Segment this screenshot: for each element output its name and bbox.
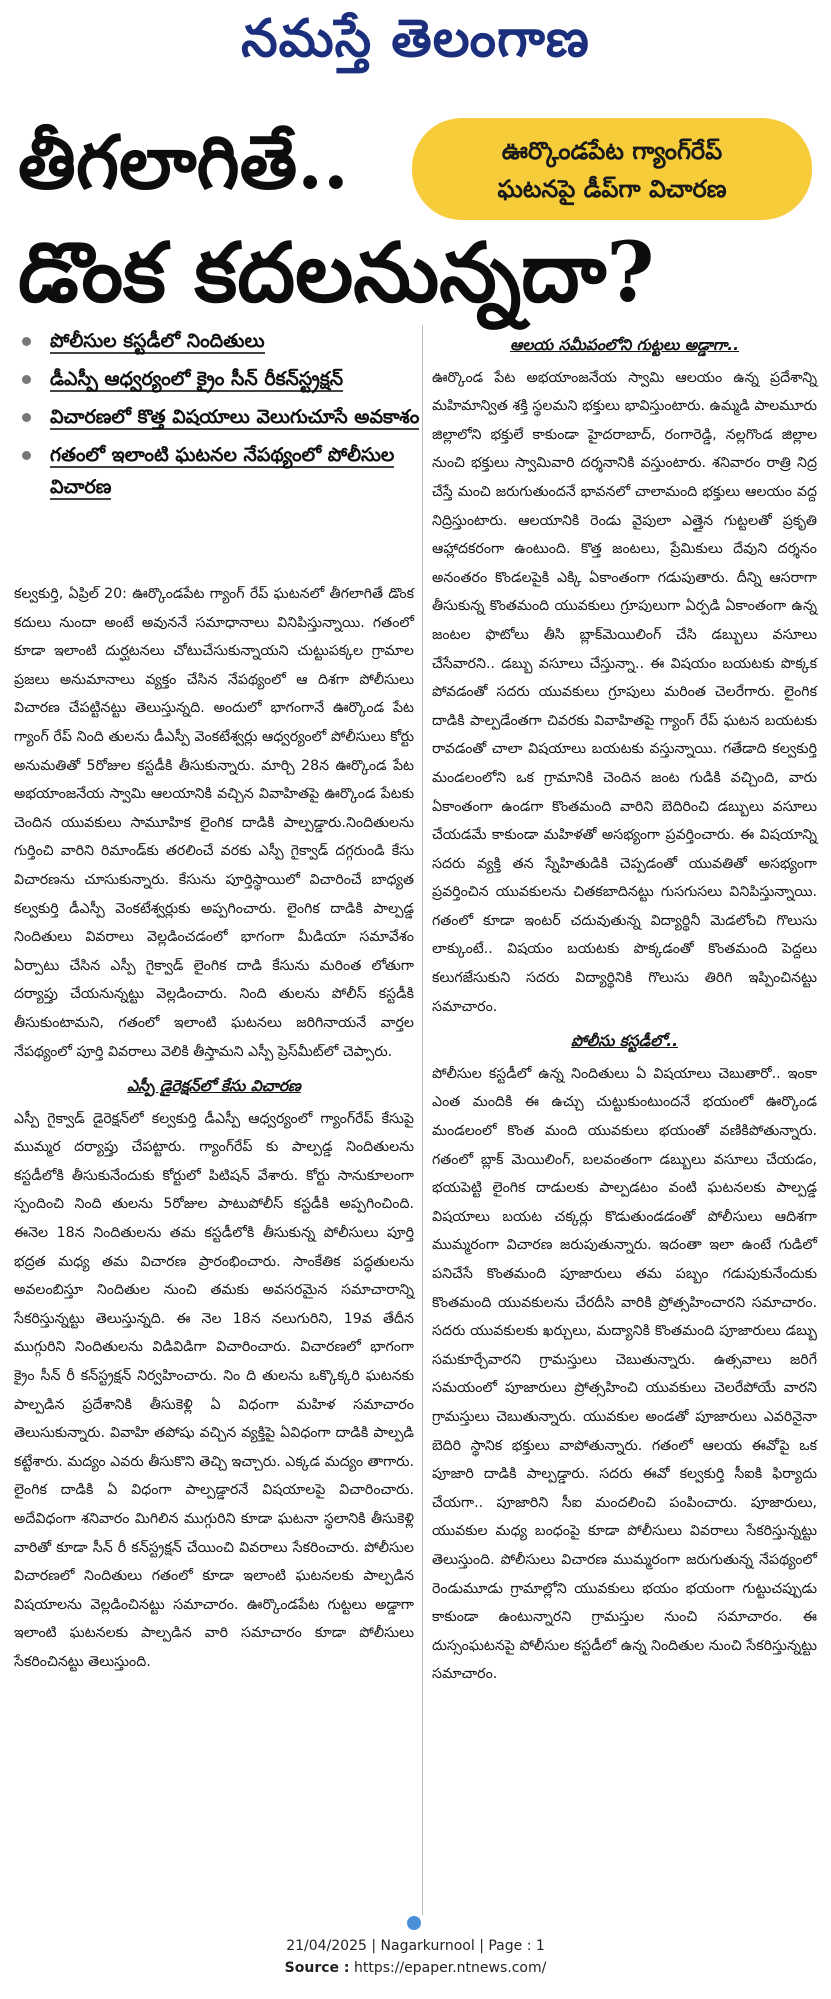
page-marker-icon	[407, 1916, 421, 1930]
bullet-text: డీఎస్పీ ఆధ్వర్యంలో క్రైం సీన్ రీకన్‌స్ట్రక్షన్	[50, 368, 344, 390]
bullet-dot-icon	[22, 451, 31, 460]
bullet-item	[14, 325, 424, 357]
section-subhead: పోలీసు కస్టడీలో..	[571, 1032, 678, 1051]
bullet-list	[14, 325, 424, 509]
bullet-item	[14, 439, 424, 503]
bullet-dot-icon	[22, 337, 31, 346]
headline-line1: తీగలాగితే..	[18, 120, 349, 206]
article-paragraph: పోలీసుల కస్టడీలో ఉన్న నిందితులు ఏ విషయాలు చెబుతారో.. ఇంకా ఎంత మందికి ఈ ఉచ్చు చుట్టుకుంటుందనే భయంలో ఊర్కొండ మండలంలో కొంత మంది యువకులు భయంతో వణికిపోతున్నారు. గతంలో బ్లాక్ మెయిలింగ్, బలవంతంగా డబ్బులు వసూలు చేయడం, భయపెట్టి లైంగిక దాడులకు పాల్పడటం వంటి ఘటనలకు పాల్పడ్డ విషయాలు బయట చక్కర్లు కొడుతుండడంతో పోలీసులు ఆదిశగా ముమ్మరంగా విచారణ జరుపుతున్నారు. ఇదంతా ఇలా ఉంటే గుడిలో పనిచేసే కొంతమంది పూజారులు తమ పబ్బం గడుపుకునేందుకు కొంతమంది యువకులను చేరదీసి వారికి ప్రోత్సహించారని సమాచారం. సదరు యువకులకు ఖర్చులు, మద్యానికి కొంతమంది పూజారులు డబ్బు సమకూర్చేవారని గ్రామస్తులు చెబుతున్నారు. ఉత్సవాలు జరిగే సమయంలో పూజారులు ప్రోత్సహించి యువకులు చెలరేపోయే వారని గ్రామస్తులు చెబుతున్నారు. యువకుల అండతో పూజారులు ఎవరినైనా బెదిరి స్థానిక భక్తులు వాపోతున్నారు. గతంలో ఆలయ ఈవోపై ఒక పూజారి దాడికి పాల్పడ్డారు. సదరు ఈవో కల్వకుర్తి సీఐకి ఫిర్యాదు చేయగా.. పూజారిని సీఐ మందలించి పంపించారు. పూజారులు, యువకుల మధ్య బంధంపై కూడా పోలీసులు వివరాలు సేకరిస్తున్నట్టు తెలుస్తుంది. పోలీసులు విచారణ ముమ్మరంగా జరుగుతున్న నేపథ్యంలో రెండుమూడు గ్రామాల్లోని యువకులు భయం భయంగా గుట్టుచప్పుడు కాకుండా ఉంటున్నారని గ్రామస్తుల నుంచి సమాచారం. ఈ దుస్సంఘటనపై పోలీసుల కస్టడీలో ఉన్న నిందితుల నుంచి సేకరిస్తున్నట్టు సమాచారం.	[432, 1065, 817, 1683]
article-paragraph: ఊర్కొండ పేట అభయాంజనేయ స్వామి ఆలయం ఉన్న ప్రదేశాన్ని మహిమాన్విత శక్తి స్థలమని భక్తులు భావిస్తుంటారు. ఉమ్మడి పాలమూరు జిల్లాలోని భక్తులే కాకుండా హైదరాబాద్, రంగారెడ్డి, నల్లగొండ జిల్లాల నుంచి భక్తులు స్వామివారి దర్శనానికి వస్తుంటారు. శనివారం రాత్రి నిద్ర చేస్తే మంచి జరుగుతుందనే భావనలో చాలామంది భక్తులు ఆలయం వద్ద నిద్రిస్తుంటారు. ఆలయానికి రెండు వైపులా ఎత్తైన గుట్టలతో ప్రకృతి ఆహ్లాదకరంగా ఉంటుంది. కొత్త జంటలు, ప్రేమికులు దేవుని దర్శనం అనంతరం కొండలపైకి ఎక్కి ఏకాంతంగా గడుపుతారు. దీన్ని ఆసరాగా తీసుకున్న కొంతమంది యువకులు గ్రూపులుగా ఏర్పడి ఏకాంతంగా ఉన్న జంటల ఫొటోలు తీసి బ్లాక్‌మెయిలింగ్ చేసి డబ్బులు వసూలు చేసేవారని.. డబ్బు వసూలు చేస్తున్నా.. ఈ విషయం బయటకు పొక్కక పోవడంతో సదరు యువకులు గ్రూపులు మరింత చెలరేగారు. లైంగిక దాడికి పాల్పడేంతగా చివరకు వివాహితపై గ్యాంగ్ రేప్ ఘటన బయటకు రావడంతో చాలా విషయాలు బయటకు వస్తున్నాయి. గతేడాది కల్వకుర్తి మండలంలోని ఒక గ్రామానికి చెందిన జంట గుడికి వచ్చింది, వారు ఏకాంతంగా ఉండగా కొంతమంది వారిని బెదిరించి డబ్బులు వసూలు చేయడమే కాకుండా మహిళతో అసభ్యంగా ప్రవర్తించారు. ఈ విషయాన్ని సదరు వ్యక్తి తన స్నేహితుడికి చెప్పడంతో యువతితో అసభ్యంగా ప్రవర్తించిన యువకులను చితకబాదినట్టు గుసగుసలు వినిపిస్తున్నాయి. గతంలో కూడా ఇంటర్ చదువుతున్న విద్యార్థినీ మెడలోంచి గొలుసు లాక్కుంటే.. విషయం బయటకు పొక్కడంతో కొంతమంది పెద్దలు కలుగజేసుకుని సదరు విద్యార్థినికి గొలుసు తిరిగి ఇప్పించినట్టు సమాచారం.	[432, 369, 817, 1015]
bullet-item	[14, 401, 424, 433]
left-column	[14, 580, 414, 1677]
footer	[0, 1935, 831, 1979]
masthead-logo: నమస్తే తెలంగాణ	[241, 8, 590, 69]
badge-line2: ఘటనపై డీప్‌గా విచారణ	[497, 175, 727, 203]
source-link[interactable]: https://epaper.ntnews.com/	[353, 1960, 547, 1976]
column-divider	[422, 325, 423, 1915]
headline-line2: డొంక కదలనున్నదా?	[18, 225, 655, 321]
bullet-dot-icon	[22, 413, 31, 422]
bullet-text: గతంలో ఇలాంటి ఘటనల నేపథ్యంలో పోలీసుల విచారణ	[50, 444, 395, 498]
bullet-item	[14, 363, 424, 395]
bullet-text: పోలీసుల కస్టడీలో నిందితులు	[50, 330, 265, 352]
right-column	[432, 325, 817, 1689]
source-label: Source :	[284, 1960, 350, 1976]
headline-badge	[412, 118, 812, 220]
bullet-text: విచారణలో కొత్త విషయాలు వెలుగుచూసే అవకాశం	[50, 406, 420, 428]
article-paragraph: ఎస్పీ గైక్వాడ్ డైరెక్షన్‌లో కల్వకుర్తి డీఎస్పీ ఆధ్వర్యంలో గ్యాంగ్‌రేప్ కేసుపై ముమ్మర దర్యాప్తు చేపట్టారు. గ్యాంగ్‌రేప్ కు పాల్పడ్డ నిందితులను కస్టడీలోకి తీసుకునేందుకు కోర్టులో పిటిషన్ వేశారు. కోర్టు సానుకూలంగా స్పందించి నింది తులను 5రోజుల పాటుపోలీస్ కస్టడీకి అప్పగించింది. ఈనెల 18న నిందితులను తమ కస్టడీలోకి తీసుకున్న పోలీసులు పూర్తి భద్రత మధ్య తమ విచారణ ప్రారంభించారు. సాంకేతిక పద్ధతులను అవలంబిస్తూ నిందితుల నుంచి తమకు అవసరమైన సమాచారాన్ని సేకరిస్తున్నట్టు తెలుస్తున్నది. ఈ నెల 18న నలుగురిని, 19వ తేదీన ముగ్గురిని నిందితులను విడివిడిగా విచారించారు. విచారణలో భాగంగా క్రైం సీన్ రీ కన్‌స్ట్రక్షన్ నిర్వహించారు. నిం ది తులను ఒక్కొక్కరి ఘటనకు పాల్పడిన ప్రదేశానికి తీసుకెళ్లి ఏ విధంగా మహిళ సమాచారం తెలుసుకున్నారు. వివాహి తపోషు వచ్చిన వ్యక్తిపై ఏవిధంగా దాడికి పాల్పడి కట్టేశారు. మద్యం ఎవరు తీసుకొని తెచ్చి ఇచ్చారు. ఎక్కడ మద్యం తాగారు. లైంగిక దాడికి ఏ విధంగా పాల్పడ్డారనే విషయాలపై విచారించారు. అదేవిధంగా శనివారం మిగిలిన ముగ్గురిని కూడా ఘటనా స్థలానికి తీసుకెళ్లి వారితో కూడా సీన్ రీ కన్‌స్ట్రక్షన్ చేయించి వివరాలు సేకరించారు. పోలీసుల విచారణలో నిందితులు గతంలో కూడా ఇలాంటి ఘటనలకు పాల్పడిన విషయాలను వెల్లడించినట్టు సమాచారం. ఊర్కొండపేట గుట్టలు అడ్డాగా ఇలాంటి ఘటనలకు పాల్పడిన వారి సమాచారం కూడా పోలీసులు సేకరించినట్టు తెలుస్తుంది.	[14, 1110, 414, 1670]
section-subhead: ఆలయ సమీపంలోని గుట్టలు అడ్డాగా..	[509, 336, 740, 354]
footer-dateline: 21/04/2025 | Nagarkurnool | Page : 1	[286, 1938, 545, 1954]
bullet-dot-icon	[22, 375, 31, 384]
footer-source	[0, 1957, 831, 1979]
section-subhead: ఎస్పీ డైరెక్షన్‌లో కేసు విచారణ	[127, 1077, 301, 1096]
article-paragraph: కల్వకుర్తి, ఏప్రిల్ 20: ఊర్కొండపేట గ్యాంగ్ రేప్ ఘటనలో తీగలాగితే డొంక కదులు నుందా అంటే అవుననే సమాధానాలు వినిపిస్తున్నాయి. గతంలో కూడా ఇలాంటి దుర్ఘటనలు చోటుచేసుకున్నాయని చుట్టుపక్కల గ్రామాల ప్రజలు అనుమానాలు వ్యక్తం చేసిన నేపథ్యంలో ఆ దిశగా పోలీసులు విచారణ చేపట్టినట్టు తెలుస్తున్నది. అందులో భాగంగానే ఊర్కొండ పేట గ్యాంగ్ రేప్ నింది తులను డీఎస్పీ వెంకటేశ్వర్లు ఆధ్వర్యంలో పోలీసులు కోర్టు అనుమతితో 5రోజుల కస్టడీకి తీసుకున్నారు. మార్చి 28న ఊర్కొండ పేట అభయాంజనేయ స్వామి ఆలయానికి వచ్చిన వివాహితపై ఊర్కొండ పేటకు చెందిన యువకులు సామూహిక లైంగిక దాడికి పాల్పడ్డారు.నిందితులను గుర్తించి వారిని రిమాండ్‌కు తరలించే వరకు ఎస్పీ గైక్వాడ్ దగ్గరుండి కేసు విచారణను చూసుకున్నారు. కేసును పూర్తిస్థాయిలో విచారించే బాధ్యత కల్వకుర్తి డీఎస్పీ వెంకటేశ్వర్లుకు అప్పగించారు. లైంగిక దాడికి పాల్పడ్డ నిందితులు వివరాలు వెల్లడించడంలో భాగంగా మీడియా సమావేశం ఏర్పాటు చేసిన ఎస్పీ గైక్వాడ్ లైంగిక దాడి కేసును మరింత లోతుగా దర్యాప్తు చేయనున్నట్టు వెల్లడించారు. నింది తులను పోలీస్ కస్టడీకి తీసుకుంటామని, గతంలో ఇలాంటి ఘటనలు జరిగినాయనే వార్తల నేపథ్యంలో పూర్తి వివరాలు వెలికి తీస్తామని ఎస్పీ ప్రెస్‌మీట్‌లో చెప్పారు.	[14, 586, 414, 1060]
badge-line1: ఊర్కొండపేట గ్యాంగ్‌రేప్	[501, 137, 723, 165]
masthead	[0, 0, 831, 92]
